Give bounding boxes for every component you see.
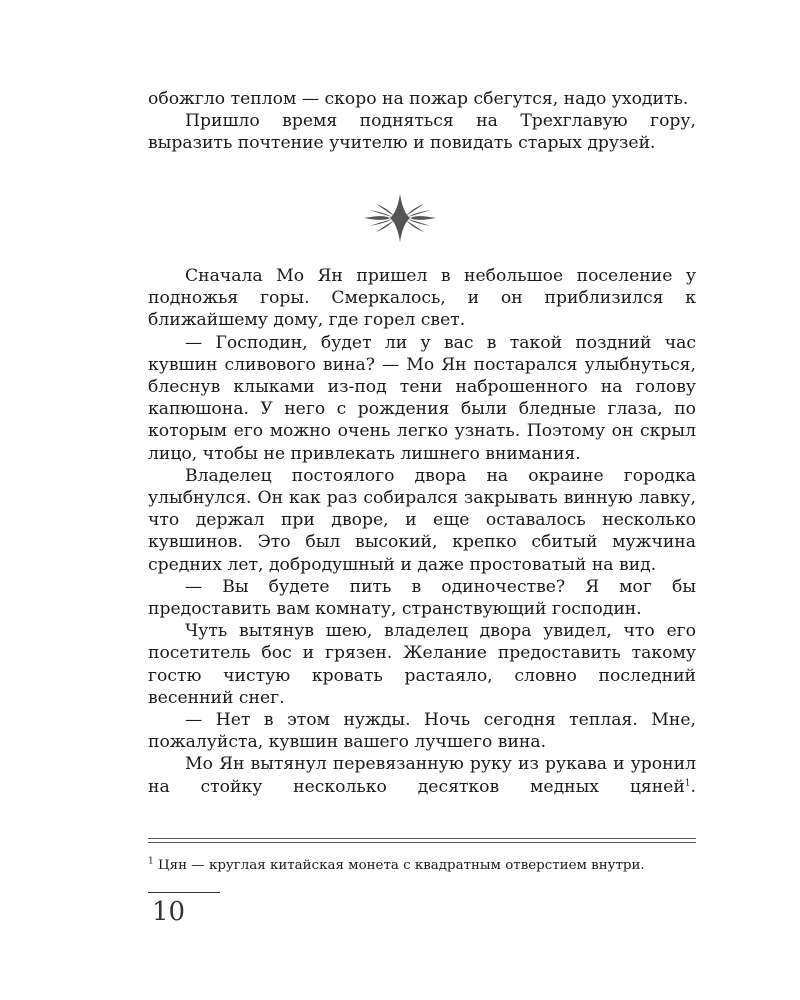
paragraph: Пришло время подняться на Трехглавую гору, выразить почтение учителю и повидать старых друзей. <box>148 111 696 154</box>
footnote <box>148 857 708 875</box>
main-text-block <box>148 265 696 798</box>
decorative-star-ornament-icon <box>362 192 438 244</box>
footnote-text: Цян — круглая китайская монета с квадратным отверстием внутри. <box>158 858 645 873</box>
page-number-rule <box>148 892 220 893</box>
paragraph: Сначала Мо Ян пришел в небольшое поселение у подножья горы. Смеркалось, и он приблизился к ближайшему дому, где горел свет. <box>148 266 696 331</box>
footnote-reference: 1 <box>684 777 691 788</box>
top-text-block <box>148 88 696 155</box>
footnote-separator-line <box>148 838 696 839</box>
paragraph: обожгло теплом — скоро на пожар сбегутся, надо уходить. <box>148 89 689 109</box>
page-number: 10 <box>152 897 186 927</box>
paragraph: — Нет в этом нужды. Ночь сегодня теплая. Мне, пожалуйста, кувшин вашего лучшего вина. <box>148 710 696 753</box>
paragraph: — Господин, будет ли у вас в такой поздний час кувшин сливового вина? — Мо Ян постарался улыбнуться, блеснув клыками из-под тени наброшенного на голову капюшона. У него с рождения были бледные глаза, по которым его можно очень легко узнать. Поэтому он скрыл лицо, чтобы не привлекать лишнего внимания. <box>148 332 696 464</box>
footnote-marker: 1 <box>148 856 154 867</box>
paragraph-text: Мо Ян вытянул перевязанную руку из рукава и уронил на стойку несколько десятков медных цяней <box>148 754 696 797</box>
footnote-separator-line <box>148 842 696 843</box>
paragraph: — Вы будете пить в одиночестве? Я мог бы предоставить вам комнату, странствующий господин. <box>148 576 696 620</box>
paragraph: Чуть вытянув шею, владелец двора увидел, что его посетитель бос и грязен. Желание предоставить такому гостю чистую кровать растаяло, словно последний весенний снег. <box>148 621 696 708</box>
paragraph-with-footnote: Мо Ян вытянул перевязанную руку из рукава и уронил на стойку несколько десятков медных цяней$^1$. <box>148 754 696 797</box>
paragraph: Владелец постоялого двора на окраине городка улыбнулся. Он как раз собирался закрывать винную лавку, что держал при дворе, и еще оставалось несколько кувшинов. Это был высокий, крепко сбитый мужчина средних лет, добродушный и даже простоватый на вид. <box>148 465 696 575</box>
